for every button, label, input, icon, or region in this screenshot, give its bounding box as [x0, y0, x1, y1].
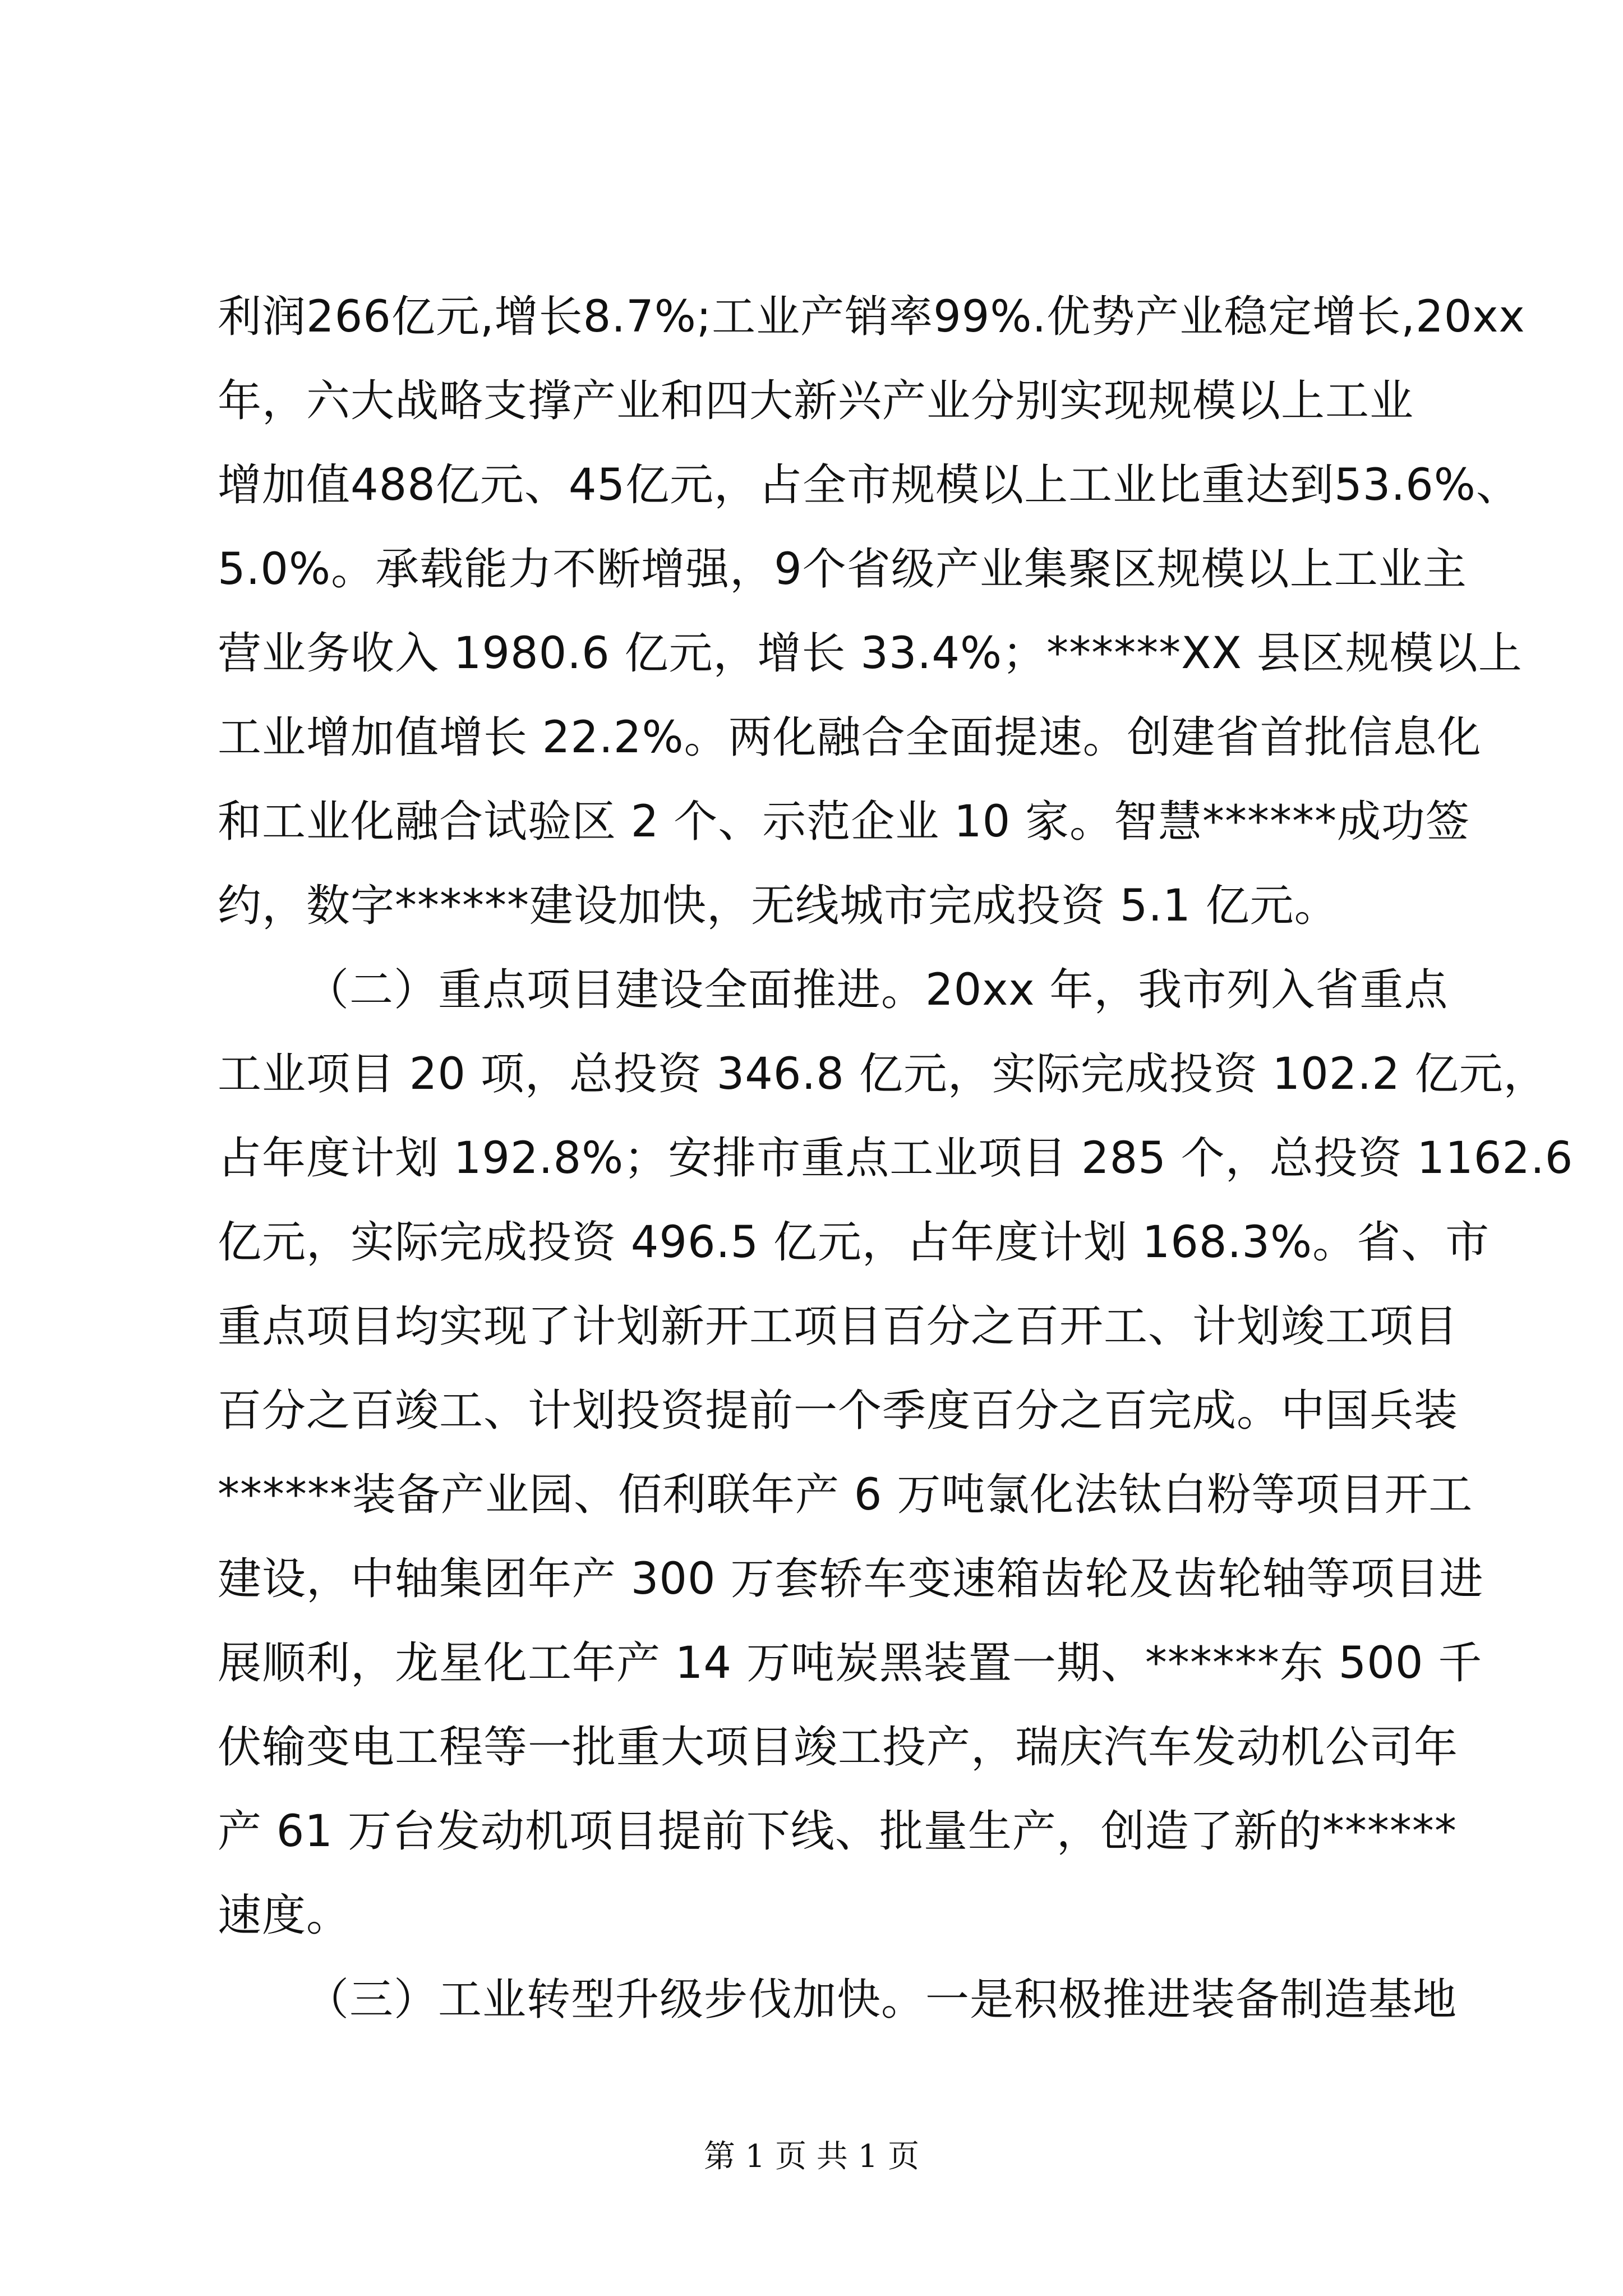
text-line: 产 61 万台发动机项目提前下线、批量生产，创造了新的****** — [218, 1806, 1457, 1857]
text-line: 亿元，实际完成投资 496.5 亿元，占年度计划 168.3%。省、市 — [218, 1217, 1490, 1268]
text-line: 速度。 — [218, 1890, 351, 1941]
text-line: 占年度计划 192.8%；安排市重点工业项目 285 个，总投资 1162.6 — [218, 1133, 1574, 1184]
text-line: 建设，中轴集团年产 300 万套轿车变速箱齿轮及齿轮轴等项目进 — [218, 1554, 1484, 1604]
text-line: 伏输变电工程等一批重大项目竣工投产，瑞庆汽车发动机公司年 — [218, 1722, 1459, 1773]
text-line: 展顺利，龙星化工年产 14 万吨炭黑装置一期、******东 500 千 — [218, 1638, 1483, 1688]
text-line: 重点项目均实现了计划新开工项目百分之百开工、计划竣工项目 — [218, 1301, 1459, 1352]
document-body — [218, 275, 1574, 2042]
text-line: 工业增加值增长 22.2%。两化融合全面提速。创建省首批信息化 — [218, 712, 1482, 763]
text-line: 5.0%。承载能力不断增强，9个省级产业集聚区规模以上工业主 — [218, 544, 1467, 595]
paragraph-heading-line: （二）重点项目建设全面推进。20xx 年，我市列入省重点 — [305, 965, 1449, 1015]
paragraph-heading-line: （三）工业转型升级步伐加快。一是积极推进装备制造基地 — [305, 1975, 1458, 2025]
text-line: 利润266亿元,增长8.7%;工业产销率99%.优势产业稳定增长,20xx — [218, 292, 1525, 342]
text-line: 和工业化融合试验区 2 个、示范企业 10 家。智慧******成功签 — [218, 797, 1470, 847]
text-line: 百分之百竣工、计划投资提前一个季度百分之百完成。中国兵装 — [218, 1386, 1459, 1436]
text-line: 约，数字******建设加快，无线城市完成投资 5.1 亿元。 — [218, 881, 1339, 931]
text-line: 年，六大战略支撑产业和四大新兴产业分别实现规模以上工业 — [218, 376, 1414, 426]
text-line: ******装备产业园、佰利联年产 6 万吨氯化法钛白粉等项目开工 — [218, 1470, 1473, 1520]
text-line: 增加值488亿元、45亿元，占全市规模以上工业比重达到53.6%、 — [218, 460, 1520, 510]
page-footer: 第 1 页 共 1 页 — [703, 2138, 920, 2175]
text-line: 工业项目 20 项，总投资 346.8 亿元，实际完成投资 102.2 亿元， — [218, 1049, 1548, 1099]
text-line: 营业务收入 1980.6 亿元，增长 33.4%；******XX 县区规模以上 — [218, 628, 1523, 679]
